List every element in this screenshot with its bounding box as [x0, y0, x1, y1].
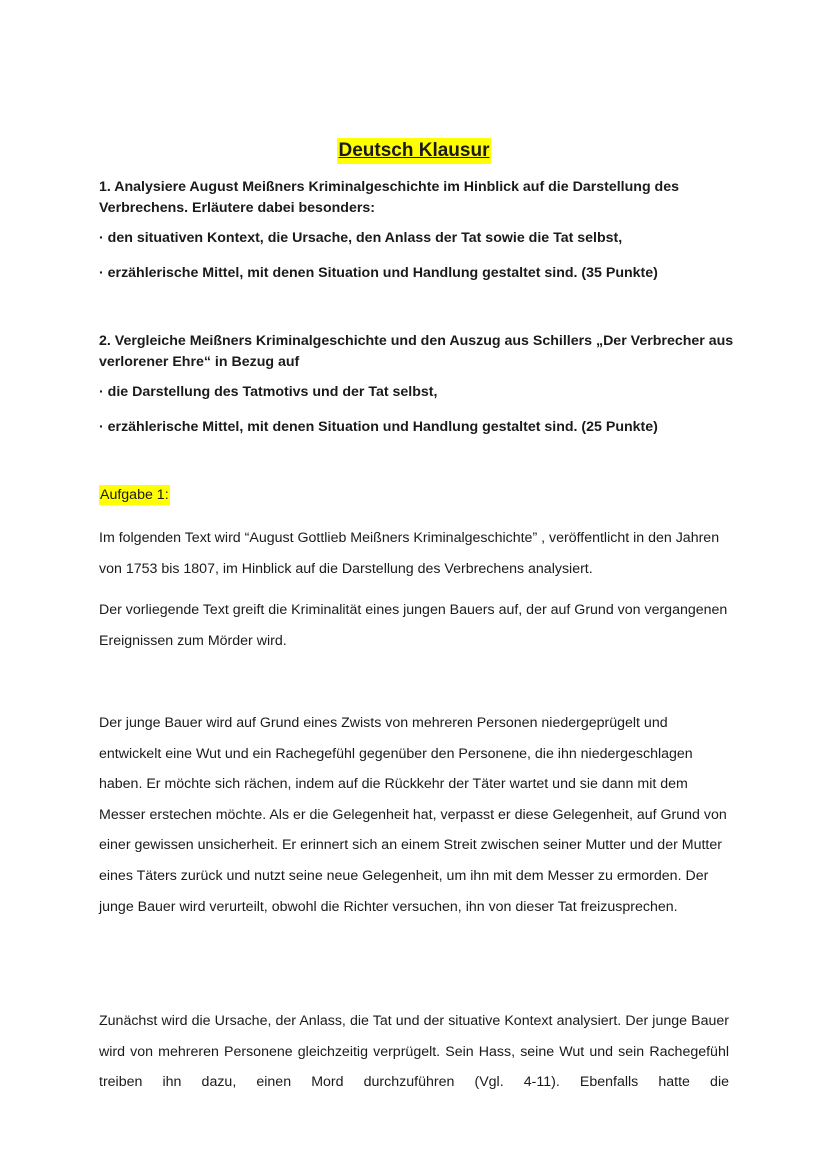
paragraph-topic: Der vorliegende Text greift die Kriminalität eines jungen Bauers auf, der auf Grund von vergangenen Ereignissen zum Mörder wird. [99, 602, 728, 649]
task-2 [99, 331, 739, 438]
task-1-heading: 1. Analysiere August Meißners Kriminalgeschichte im Hinblick auf die Darstellung des Verbrechens. Erläutere dabei besonders: [99, 179, 680, 216]
paragraph-analysis: Zunächst wird die Ursache, der Anlass, die Tat und der situative Kontext analysiert. Der junge Bauer wird von mehreren Personene gleichzeitig verprügelt. Sein Hass, seine Wut und sein Rachegefühl treiben ihn dazu, einen Mord durchzuführen (Vgl. 4-11). Ebenfalls hatte die [99, 1013, 729, 1091]
paragraph-intro: Im folgenden Text wird “August Gottlieb Meißners Kriminalgeschichte” , veröffentlicht in den Jahren von 1753 bis 1807, im Hinblick auf die Darstellung des Verbrechens analysiert. [99, 530, 720, 577]
task-2-heading: 2. Vergleiche Meißners Kriminalgeschichte und den Auszug aus Schillers „Der Verbrecher aus verlorener Ehre“ in Bezug auf [99, 333, 734, 370]
task-1-bullet-2: · erzählerische Mittel, mit denen Situation und Handlung gestaltet sind. (35 Punkte) [99, 265, 658, 281]
title-wrapper [0, 138, 828, 164]
aufgabe-heading: Aufgabe 1: [100, 487, 169, 503]
paragraph-summary: Der junge Bauer wird auf Grund eines Zwists von mehreren Personen niedergeprügelt und entwickelt eine Wut und ein Rachegefühl gegenüber den Personene, die ihn niedergeschlagen haben. Er möchte sich rächen, indem auf die Rückkehr der Täter wartet und sie dann mit dem Messer erstechen möchte. Als er die Gelegenheit hat, verpasst er diese Gelegenheit, auf Grund von einer gewissen unsicherheit. Er erinnert sich an einem Streit zwischen seiner Mutter und der Mutter eines Täters zurück und nutzt seine neue Gelegenheit, um ihn mit dem Messer zu ermorden. Der junge Bauer wird verurteilt, obwohl die Richter versuchen, ihn von dieser Tat freizusprechen. [99, 715, 727, 915]
task-2-bullet-2: · erzählerische Mittel, mit denen Situation und Handlung gestaltet sind. (25 Punkte) [99, 419, 658, 435]
task-1-bullet-1: · den situativen Kontext, die Ursache, den Anlass der Tat sowie die Tat selbst, [99, 230, 623, 246]
task-2-bullet-1: · die Darstellung des Tatmotivs und der Tat selbst, [99, 384, 438, 400]
page-title: Deutsch Klausur [337, 138, 492, 164]
task-1 [99, 177, 739, 284]
